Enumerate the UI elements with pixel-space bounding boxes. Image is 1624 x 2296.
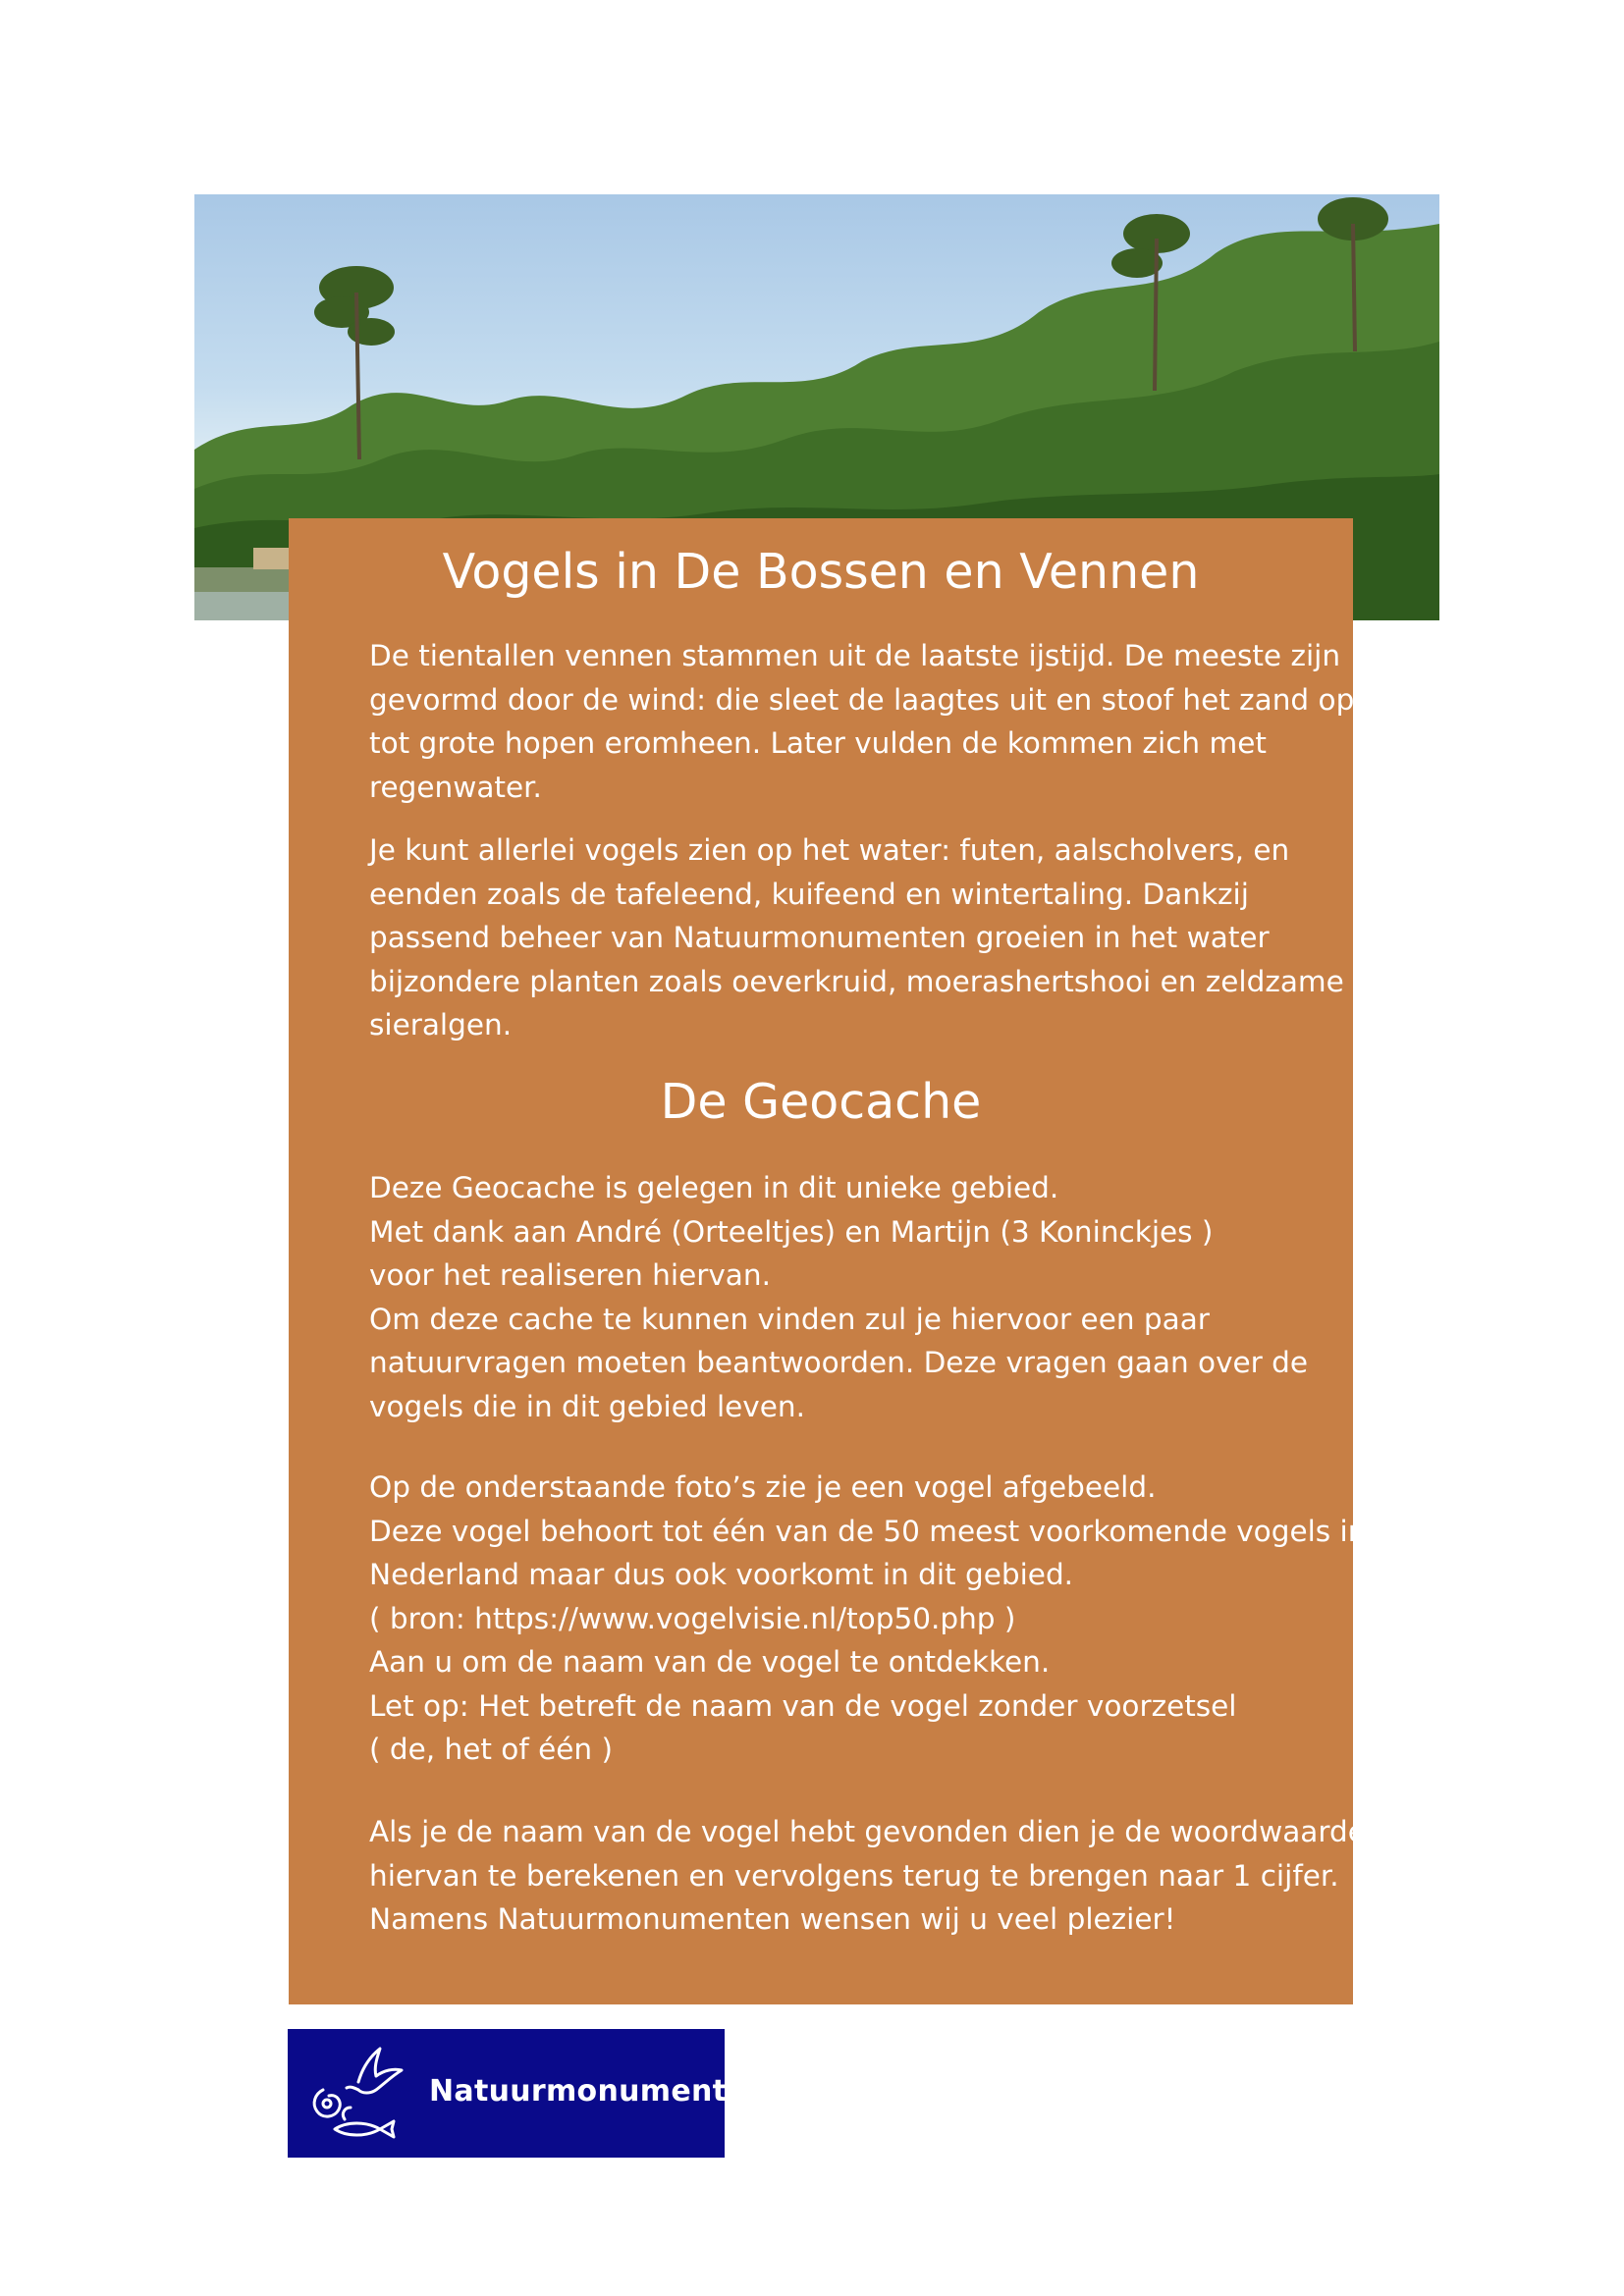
text-line: natuurvragen moeten beantwoorden. Deze vragen gaan over de — [369, 1346, 1309, 1379]
text-line: Let op: Het betreft de naam van de vogel zonder voorzetsel — [369, 1688, 1237, 1723]
text-line: Deze Geocache is gelegen in dit unieke gebied. — [369, 1171, 1059, 1204]
text-line: Op de onderstaande foto’s zie je een vogel afgebeeld. — [369, 1470, 1157, 1504]
text-line: passend beheer van Natuurmonumenten groeien in het water — [369, 921, 1270, 954]
text-line: Namens Natuurmonumenten wensen wij u veel plezier! — [369, 1902, 1176, 1936]
intro-paragraph — [369, 634, 1355, 809]
text-line: Nederland maar dus ook voorkomt in dit gebied. — [369, 1558, 1074, 1591]
text-line: Je kunt allerlei vogels zien op het water: futen, aalscholvers, en — [369, 833, 1290, 867]
natuurmonumenten-logo — [288, 2029, 769, 2158]
text-line: voor het realiseren hiervan. — [369, 1258, 771, 1292]
bird-fish-logo-icon — [301, 2039, 409, 2149]
text-line: tot grote hopen eromheen. Later vulden de kommen zich met — [369, 726, 1267, 760]
page-title: Vogels in De Bossen en Vennen — [442, 544, 1200, 600]
logo-wordmark: Natuurmonumenten — [429, 2074, 769, 2109]
text-line: Aan u om de naam van de vogel te ontdekken. — [369, 1645, 1051, 1679]
text-line: Als je de naam van de vogel hebt gevonden dien je de woordwaarde — [369, 1815, 1366, 1848]
source-link-text: ( bron: https://www.vogelvisie.nl/top50.php ) — [369, 1601, 1016, 1635]
text-line: sieralgen. — [369, 1008, 513, 1041]
text-line: regenwater. — [369, 770, 542, 804]
geocache-paragraph — [369, 1166, 1309, 1428]
birds-paragraph — [369, 828, 1344, 1047]
text-line: Om deze cache te kunnen vinden zul je hiervoor een paar — [369, 1302, 1210, 1336]
text-line: ( de, het of één ) — [369, 1733, 613, 1766]
text-line: gevormd door de wind: die sleet de laagtes uit en stoof het zand op — [369, 682, 1355, 717]
text-line: De tientallen vennen stammen uit de laatste ijstijd. De meeste zijn — [369, 639, 1341, 672]
text-line: eenden zoals de tafeleend, kuifeend en wintertaling. Dankzij — [369, 877, 1249, 911]
text-line: hiervan te berekenen en vervolgens terug te brengen naar 1 cijfer. — [369, 1858, 1339, 1893]
photo-instructions-paragraph — [369, 1466, 1367, 1772]
text-line: bijzondere planten zoals oeverkruid, moerashertshooi en zeldzame — [369, 964, 1344, 998]
text-line: Deze vogel behoort tot één van de 50 meest voorkomende vogels in — [369, 1514, 1367, 1548]
info-panel — [289, 518, 1367, 2004]
closing-paragraph — [369, 1810, 1366, 1942]
geocache-heading: De Geocache — [660, 1074, 982, 1130]
text-line: Met dank aan André (Orteeltjes) en Martijn (3 Koninckjes ) — [369, 1214, 1214, 1249]
text-line: vogels die in dit gebied leven. — [369, 1389, 805, 1423]
